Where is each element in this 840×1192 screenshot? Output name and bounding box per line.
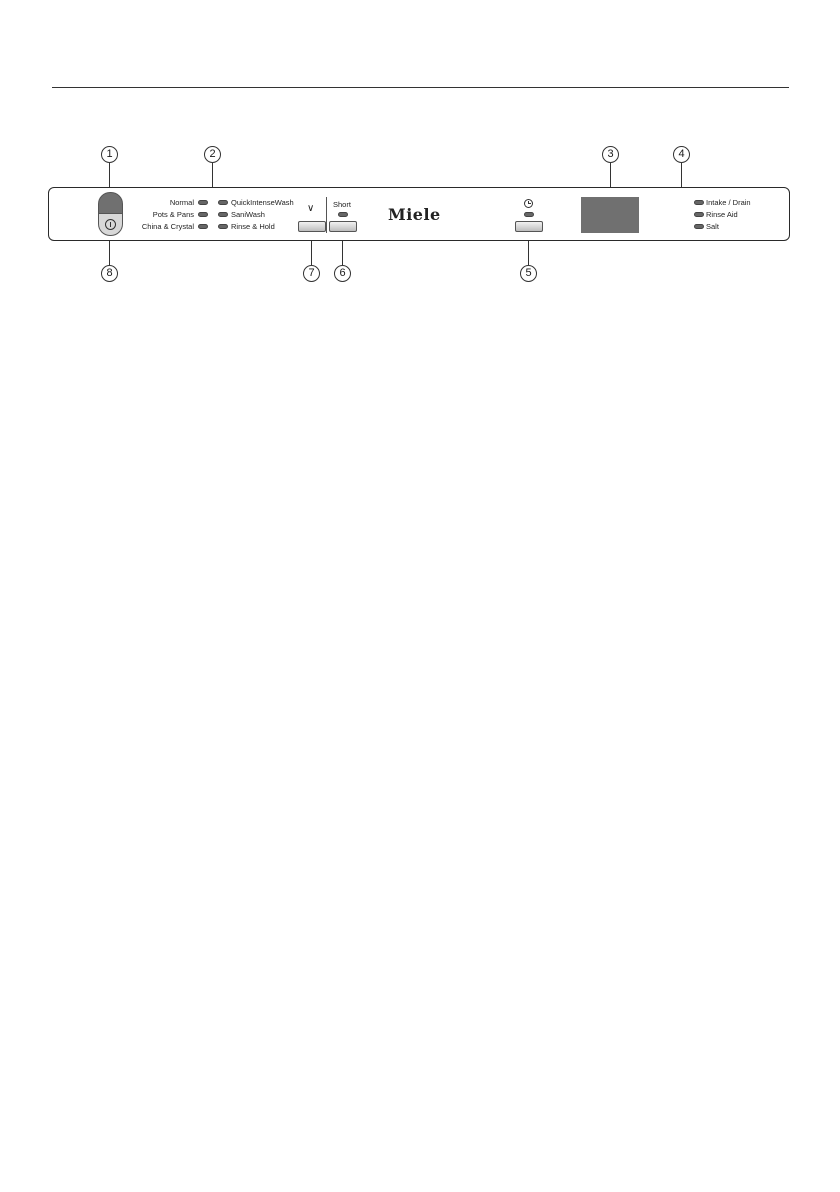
led-pots-pans — [198, 212, 208, 217]
program-rinse-hold-label: Rinse & Hold — [231, 222, 275, 231]
led-quickintensewash — [218, 200, 228, 205]
power-icon — [105, 219, 116, 230]
callout-6: 6 — [334, 265, 351, 282]
indicator-intake-drain-label: Intake / Drain — [706, 198, 751, 207]
led-delay-start — [524, 212, 534, 217]
led-rinse-aid — [694, 212, 704, 217]
program-select-button[interactable] — [298, 221, 326, 232]
delay-start-button[interactable] — [515, 221, 543, 232]
program-normal-label: Normal — [169, 198, 194, 207]
led-saniwash — [218, 212, 228, 217]
short-label: Short — [333, 200, 351, 209]
short-button[interactable] — [329, 221, 357, 232]
led-short — [338, 212, 348, 217]
callout-1: 1 — [101, 146, 118, 163]
callout-2: 2 — [204, 146, 221, 163]
chevron-down-icon: ∨ — [307, 203, 315, 214]
callout-7: 7 — [303, 265, 320, 282]
display — [581, 197, 639, 233]
indicator-rinse-aid-label: Rinse Aid — [706, 210, 738, 219]
top-rule — [52, 87, 789, 88]
led-china-crystal — [198, 224, 208, 229]
program-china-crystal-label: China & Crystal — [141, 222, 194, 231]
power-button[interactable] — [98, 214, 123, 236]
callout-3: 3 — [602, 146, 619, 163]
clock-icon — [524, 199, 533, 208]
leader-2 — [212, 163, 213, 187]
callout-4: 4 — [673, 146, 690, 163]
program-quickintensewash-label: QuickIntenseWash — [231, 198, 294, 207]
panel-divider — [326, 197, 327, 233]
led-normal — [198, 200, 208, 205]
led-rinse-hold — [218, 224, 228, 229]
brand-logo: Miele — [388, 205, 441, 224]
callout-8: 8 — [101, 265, 118, 282]
callout-5: 5 — [520, 265, 537, 282]
program-saniwash-label: SaniWash — [231, 210, 265, 219]
led-salt — [694, 224, 704, 229]
power-button-top[interactable] — [98, 192, 123, 214]
led-intake-drain — [694, 200, 704, 205]
indicator-salt-label: Salt — [706, 222, 719, 231]
program-pots-pans-label: Pots & Pans — [152, 210, 194, 219]
